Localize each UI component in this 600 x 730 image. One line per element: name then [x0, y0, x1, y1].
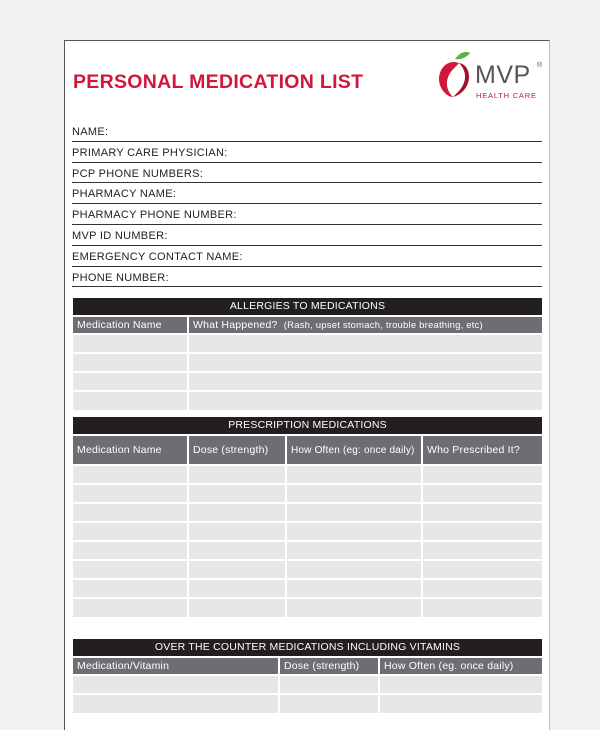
- col-dose-strength: Dose (strength): [188, 435, 286, 465]
- allergies-section: [73, 298, 542, 410]
- mvp-logo: [435, 49, 545, 99]
- otc-table: [73, 656, 542, 713]
- table-row: [73, 675, 542, 694]
- prescription-table: [73, 434, 542, 617]
- table-row: [73, 522, 542, 541]
- col-medication-vitamin: Medication/Vitamin: [73, 657, 279, 675]
- col-who-prescribed: Who Prescribed It?: [422, 435, 542, 465]
- prescription-section: [73, 417, 542, 617]
- col-medication-name: Medication Name: [73, 435, 188, 465]
- table-row: [73, 503, 542, 522]
- apple-swoosh-icon: [435, 49, 475, 99]
- table-row: [73, 579, 542, 598]
- prescription-header-row: [73, 435, 542, 465]
- field-pcp-phone-numbers[interactable]: PCP PHONE NUMBERS:: [72, 163, 542, 184]
- table-row: [73, 391, 542, 410]
- table-row: [73, 334, 542, 353]
- table-row: [73, 541, 542, 560]
- col-dose-strength: Dose (strength): [279, 657, 379, 675]
- field-pharmacy-phone-number[interactable]: PHARMACY PHONE NUMBER:: [72, 204, 542, 225]
- otc-heading: OVER THE COUNTER MEDICATIONS INCLUDING VITAMINS: [73, 639, 542, 656]
- field-phone-number[interactable]: PHONE NUMBER:: [72, 267, 542, 288]
- field-emergency-contact-name[interactable]: EMERGENCY CONTACT NAME:: [72, 246, 542, 267]
- otc-section: [73, 639, 542, 713]
- field-primary-care-physician[interactable]: PRIMARY CARE PHYSICIAN:: [72, 142, 542, 163]
- table-row: [73, 465, 542, 484]
- field-mvp-id-number[interactable]: MVP ID NUMBER:: [72, 225, 542, 246]
- table-row: [73, 484, 542, 503]
- logo-subtitle: HEALTH CARE: [476, 91, 537, 100]
- col-what-happened: What Happened? (Rash, upset stomach, trouble breathing, etc): [188, 316, 542, 334]
- prescription-heading: PRESCRIPTION MEDICATIONS: [73, 417, 542, 434]
- table-row: [73, 353, 542, 372]
- page-title: PERSONAL MEDICATION LIST: [73, 71, 364, 93]
- patient-info-fields: [72, 121, 542, 287]
- table-row: [73, 694, 542, 713]
- logo-registered-mark: ®: [537, 62, 543, 69]
- table-row: [73, 598, 542, 617]
- col-what-happened-note: (Rash, upset stomach, trouble breathing, etc): [283, 320, 483, 331]
- table-row: [73, 560, 542, 579]
- table-row: [73, 372, 542, 391]
- logo-wordmark: MVP: [475, 61, 531, 89]
- allergies-heading: ALLERGIES TO MEDICATIONS: [73, 298, 542, 315]
- col-how-often: How Often (eg: once daily): [286, 435, 422, 465]
- col-medication-name: Medication Name: [73, 316, 188, 334]
- col-how-often: How Often (eg. once daily): [379, 657, 542, 675]
- otc-header-row: [73, 657, 542, 675]
- allergies-header-row: [73, 316, 542, 334]
- allergies-table: [73, 315, 542, 410]
- field-name[interactable]: NAME:: [72, 121, 542, 142]
- document-page: [64, 40, 550, 730]
- field-pharmacy-name[interactable]: PHARMACY NAME:: [72, 183, 542, 204]
